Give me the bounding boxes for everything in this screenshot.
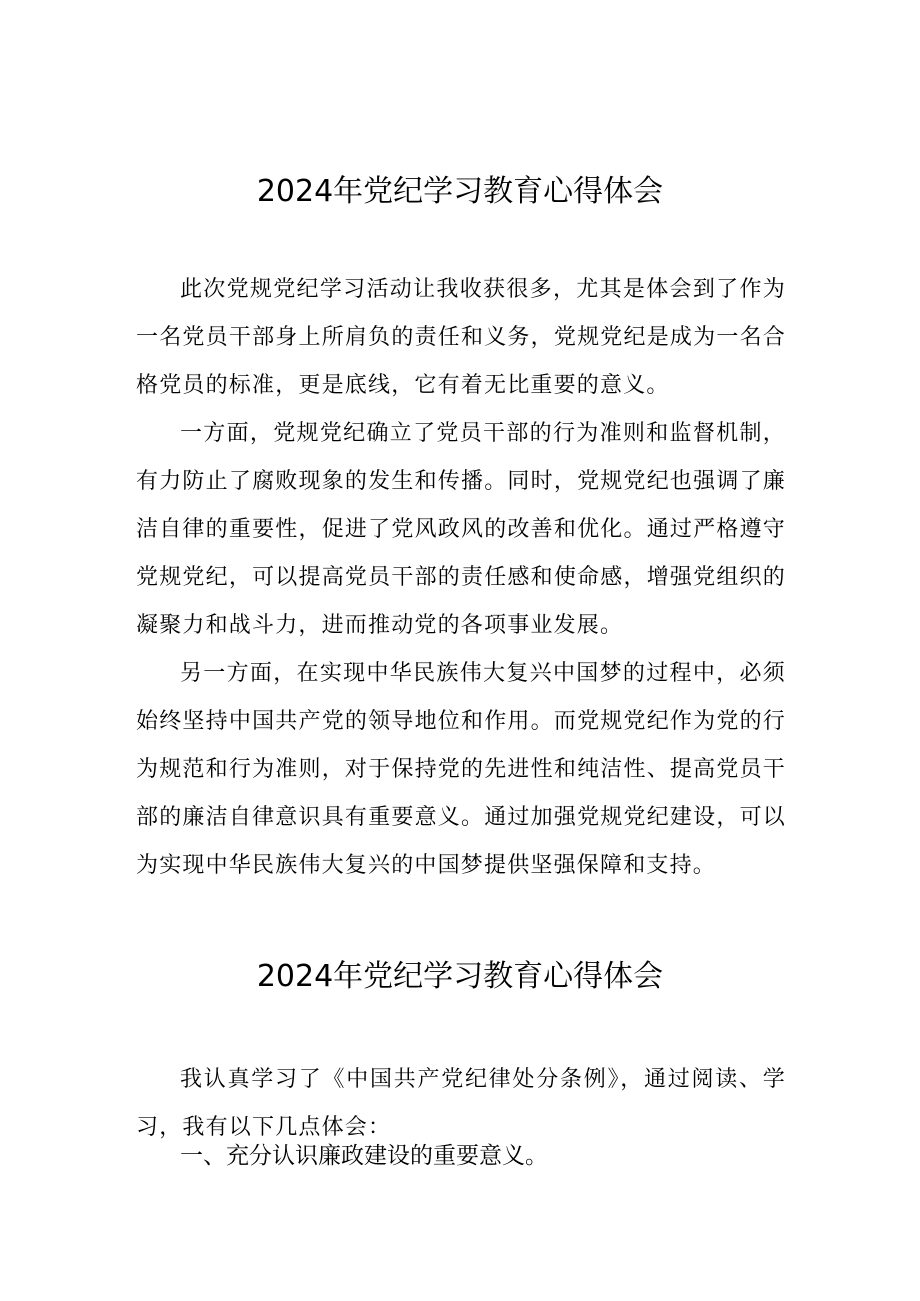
section-1-paragraph-1: 此次党规党纪学习活动让我收获很多，尤其是体会到了作为一名党员干部身上所肩负的责任和义务，党规党纪是成为一名合格党员的标准，更是底线，它有着无比重要的意义。: [136, 277, 786, 398]
section-1-paragraph-3: 另一方面，在实现中华民族伟大复兴中国梦的过程中，必须始终坚持中国共产党的领导地位和作用。而党规党纪作为党的行为规范和行为准则，对于保持党的先进性和纯洁性、提高党员干部的廉洁自律意识具有重要意义。通过加强党规党纪建设，可以为实现中华民族伟大复兴的中国梦提供坚强保障和支持。: [136, 661, 786, 878]
section-2-paragraph-1: 我认真学习了《中国共产党纪律处分条例》，通过阅读、学习，我有以下几点体会：: [136, 1067, 786, 1140]
section-1-title: 2024年党纪学习教育心得体会: [256, 174, 664, 209]
section-1-paragraph-2: 一方面，党规党纪确立了党员干部的行为准则和监督机制，有力防止了腐败现象的发生和传播。同时，党规党纪也强调了廉洁自律的重要性，促进了党风政风的改善和优化。通过严格遵守党规党纪，可以提高党员干部的责任感和使命感，增强党组织的凝聚力和战斗力，进而推动党的各项事业发展。: [136, 421, 786, 638]
section-2-heading-1: 一、充分认识廉政建设的重要意义。: [180, 1143, 548, 1169]
section-2-title: 2024年党纪学习教育心得体会: [256, 959, 664, 994]
